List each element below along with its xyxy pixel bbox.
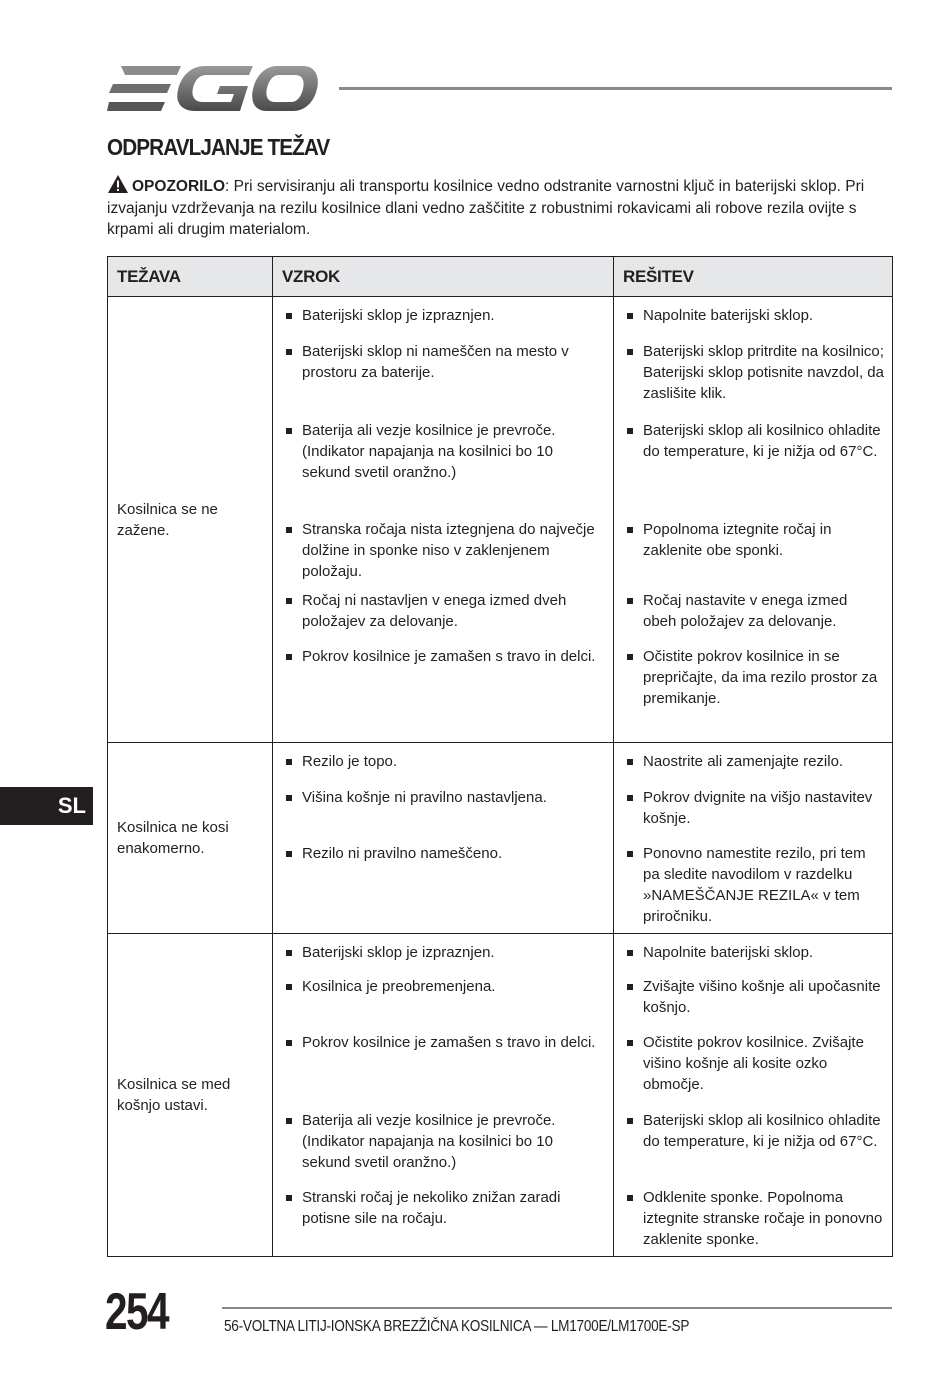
- list-item: Očistite pokrov kosilnice in se prepričajte, da ima rezilo prostor za premikanje.: [627, 646, 884, 709]
- table-header-row: [108, 257, 893, 297]
- list-item: Zvišajte višino košnje ali upočasnite košnjo.: [627, 976, 884, 1018]
- list-item: Ročaj ni nastavljen v enega izmed dveh položajev za delovanje.: [286, 590, 605, 632]
- list-item: Baterijski sklop pritrdite na kosilnico; Baterijski sklop potisnite navzdol, da zaslišite klik.: [627, 341, 884, 404]
- table-row: [108, 743, 893, 934]
- page-number: 254: [105, 1283, 168, 1341]
- list-item: Pokrov kosilnice je zamašen s travo in delci.: [286, 646, 605, 667]
- list-item: Baterija ali vezje kosilnice je prevroče. (Indikator napajanja na kosilnici bo 10 sekund svetil oranžno.): [286, 420, 605, 483]
- list-item: Pokrov kosilnice je zamašen s travo in delci.: [286, 1032, 605, 1053]
- troubleshooting-table: [107, 256, 893, 1257]
- list-item: Pokrov dvignite na višjo nastavitev košnje.: [627, 787, 884, 829]
- header-rule: [339, 87, 892, 90]
- language-tab: SL: [0, 787, 93, 825]
- list-item: Kosilnica je preobremenjena.: [286, 976, 605, 997]
- list-item: Rezilo ni pravilno nameščeno.: [286, 843, 605, 864]
- table-row: [108, 297, 893, 743]
- warning-triangle-icon: [107, 174, 129, 194]
- table-row: [108, 934, 893, 1257]
- list-item: Baterijski sklop ali kosilnico ohladite do temperature, ki je nižja od 67°C.: [627, 420, 884, 462]
- ego-logo: [107, 64, 319, 114]
- cause-cell: [273, 743, 614, 934]
- list-item: Rezilo je topo.: [286, 751, 605, 772]
- list-item: Popolnoma iztegnite ročaj in zaklenite obe sponki.: [627, 519, 884, 561]
- footer-text: 56-VOLTNA LITIJ-IONSKA BREZŽIČNA KOSILNICA — LM1700E/LM1700E-SP: [224, 1318, 690, 1335]
- list-item: Očistite pokrov kosilnice. Zvišajte višino košnje ali kosite ozko območje.: [627, 1032, 884, 1095]
- footer-rule: [222, 1307, 892, 1309]
- problem-cell: Kosilnica se med košnjo ustavi.: [108, 934, 273, 1257]
- solution-cell: [614, 297, 893, 743]
- warning-text: : Pri servisiranju ali transportu kosilnice vedno odstranite varnostni ključ in baterijski sklop. Pri izvajanju vzdrževanja na rezilu kosilnice dlani vedno zaščitite z robustnimi rokavicami ali robove rezila ovijte s krpami ali drugim materialom.: [107, 178, 865, 238]
- list-item: Baterijski sklop ni nameščen na mesto v prostoru za baterije.: [286, 341, 605, 383]
- list-item: Naostrite ali zamenjajte rezilo.: [627, 751, 884, 772]
- solution-cell: [614, 743, 893, 934]
- header-cause: VZROK: [273, 257, 614, 297]
- list-item: Baterijski sklop ali kosilnico ohladite do temperature, ki je nižja od 67°C.: [627, 1110, 884, 1152]
- list-item: Ročaj nastavite v enega izmed obeh položajev za delovanje.: [627, 590, 884, 632]
- warning-label: OPOZORILO: [132, 178, 225, 195]
- list-item: Baterija ali vezje kosilnice je prevroče. (Indikator napajanja na kosilnici bo 10 sekund svetil oranžno.): [286, 1110, 605, 1173]
- header-solution: REŠITEV: [614, 257, 893, 297]
- list-item: Odklenite sponke. Popolnoma iztegnite stranske ročaje in ponovno zaklenite sponke.: [627, 1187, 884, 1250]
- warning-paragraph: [107, 174, 892, 241]
- list-item: Stranska ročaja nista iztegnjena do največje dolžine in sponke niso v zaklenjenem položaju.: [286, 519, 605, 582]
- solution-cell: [614, 934, 893, 1257]
- problem-cell: Kosilnica ne kosi enakomerno.: [108, 743, 273, 934]
- list-item: Ponovno namestite rezilo, pri tem pa sledite navodilom v razdelku »NAMEŠČANJE REZILA« v tem priročniku.: [627, 843, 884, 927]
- list-item: Višina košnje ni pravilno nastavljena.: [286, 787, 605, 808]
- header-problem: TEŽAVA: [108, 257, 273, 297]
- list-item: Napolnite baterijski sklop.: [627, 305, 884, 326]
- list-item: Baterijski sklop je izpraznjen.: [286, 305, 605, 326]
- list-item: Stranski ročaj je nekoliko znižan zaradi potisne sile na ročaju.: [286, 1187, 605, 1229]
- cause-cell: [273, 934, 614, 1257]
- page-title: ODPRAVLJANJE TEŽAV: [107, 134, 330, 160]
- problem-cell: Kosilnica se ne zažene.: [108, 297, 273, 743]
- list-item: Napolnite baterijski sklop.: [627, 942, 884, 963]
- cause-cell: [273, 297, 614, 743]
- list-item: Baterijski sklop je izpraznjen.: [286, 942, 605, 963]
